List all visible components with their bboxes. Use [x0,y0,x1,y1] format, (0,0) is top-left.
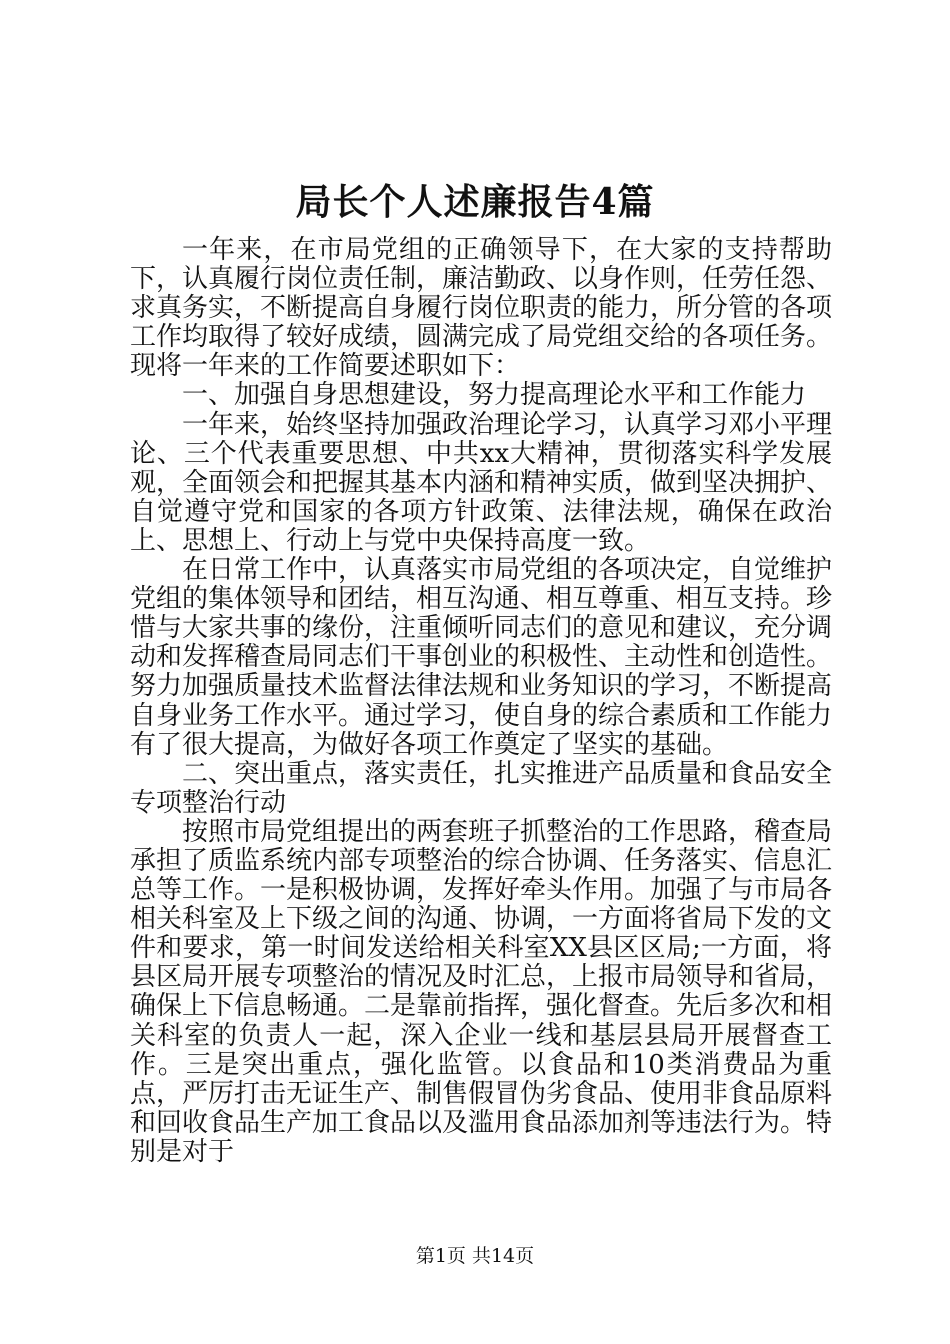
section-heading-2: 二、突出重点，落实责任，扎实推进产品质量和食品安全专项整治行动 [130,758,833,818]
paragraph-rectification: 按照市局党组提出的两套班子抓整治的工作思路，稽查局承担了质监系统内部专项整治的综合协调、任务落实、信息汇总等工作。一是积极协调，发挥好牵头作用。加强了与市局各相关科室及上下级之间的沟通、协调，一方面将省局下发的文件和要求，第一时间发送给相关科室XX县区区局;一方面，将县区局开展专项整治的情况及时汇总，上报市局领导和省局，确保上下信息畅通。二是靠前指挥，强化督查。先后多次和相关科室的负责人一起，深入企业一线和基层县局开展督查工作。三是突出重点，强化监管。以食品和10类消费品为重点，严厉打击无证生产、制售假冒伪劣食品、使用非食品原料和回收食品生产加工食品以及滥用食品添加剂等违法行为。特别是对于 [130,816,833,1167]
paragraph-daily-work: 在日常工作中，认真落实市局党组的各项决定，自觉维护党组的集体领导和团结，相互沟通、相互尊重、相互支持。珍惜与大家共事的缘份，注重倾听同志们的意见和建议，充分调动和发挥稽查局同志们干事创业的积极性、主动性和创造性。努力加强质量技术监督法律法规和业务知识的学习，不断提高自身业务工作水平。通过学习，使自身的综合素质和工作能力有了很大提高，为做好各项工作奠定了坚实的基础。 [130,555,833,760]
document-body [130,236,832,1167]
page-footer: 第1页 共14页 [415,1245,535,1267]
paragraph-theory-study: 一年来，始终坚持加强政治理论学习，认真学习邓小平理论、三个代表重要思想、中共xx大精神，贯彻落实科学发展观，全面领会和把握其基本内涵和精神实质，做到坚决拥护、自觉遵守党和国家的各项方针政策、法律法规，确保在政治上、思想上、行动上与党中央保持高度一致。 [130,409,833,556]
document-title: 局长个人述廉报告4篇 [295,181,655,223]
section-heading-1: 一、加强自身思想建设，努力提高理论水平和工作能力 [182,380,807,411]
paragraph-intro: 一年来，在市局党组的正确领导下，在大家的支持帮助下，认真履行岗位责任制，廉洁勤政、以身作则，任劳任怨、求真务实，不断提高自身履行岗位职责的能力，所分管的各项工作均取得了较好成绩，圆满完成了局党组交给的各项任务。现将一年来的工作简要述职如下： [130,235,833,382]
